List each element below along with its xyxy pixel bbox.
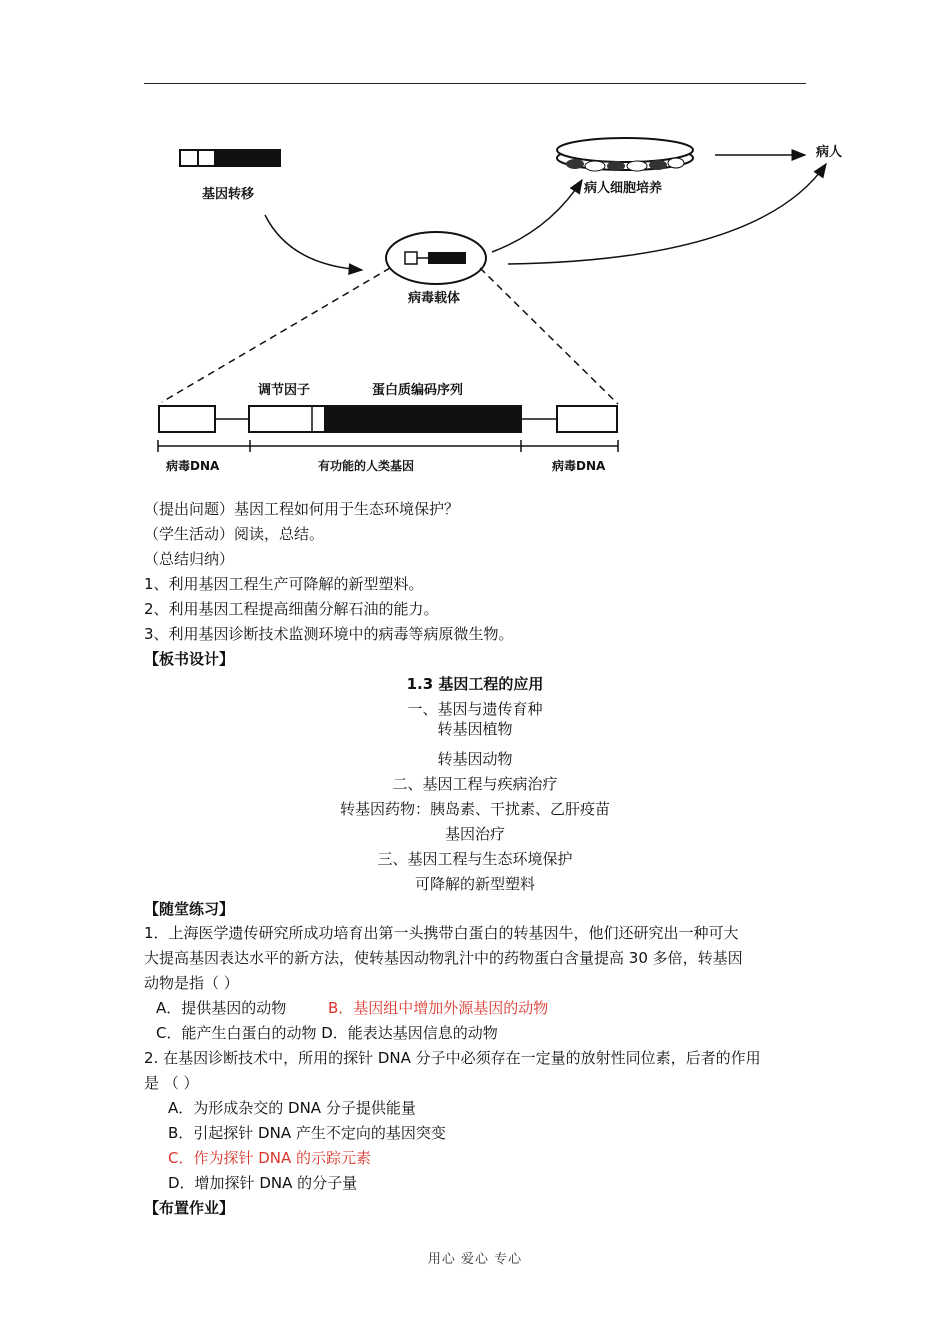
board-line-6: 基因治疗 (444, 825, 505, 843)
point-2: 2、利用基因工程提高细菌分解石油的能力。 (144, 600, 439, 618)
q2-line-1: 2. 在基因诊断技术中，所用的探针 DNA 分子中必须存在一定量的放射性同位素，后者的作用 (144, 1049, 761, 1067)
label-protein-coding-seq: 蛋白质编码序列 (372, 383, 464, 398)
board-line-4: 二、基因工程与疾病治疗 (392, 775, 558, 793)
header-rule (144, 83, 806, 84)
label-patient-cell-culture: 病人细胞培养 (584, 181, 663, 196)
gene-bar-icon (180, 150, 280, 166)
q1-option-b: B．基因组中增加外源基因的动物 (328, 999, 549, 1017)
arrow-vector-to-patient (508, 164, 826, 264)
q1-option-a: A．提供基因的动物 (156, 999, 287, 1017)
q1-line-2: 大提高基因表达水平的新方法，使转基因动物乳汁中的药物蛋白含量提高 30 多倍，转基因 (144, 949, 743, 967)
board-line-2: 转基因植物 (437, 720, 513, 738)
student-activity: （学生活动）阅读，总结。 (144, 525, 325, 543)
homework-heading: 【布置作业】 (144, 1199, 235, 1217)
board-line-8: 可降解的新型塑料 (414, 875, 535, 893)
board-line-7: 三、基因工程与生态环境保护 (377, 850, 573, 868)
point-3: 3、利用基因诊断技术监测环境中的病毒等病原微生物。 (144, 625, 514, 643)
board-title: 1.3 基因工程的应用 (406, 675, 544, 693)
q2-option-d: D．增加探针 DNA 的分子量 (168, 1174, 358, 1192)
q2-option-b: B．引起探针 DNA 产生不定向的基因突变 (168, 1124, 446, 1142)
label-human-gene: 有功能的人类基因 (318, 459, 415, 473)
board-heading: 【板书设计】 (144, 650, 235, 668)
q2-option-c: C．作为探针 DNA 的示踪元素 (168, 1149, 372, 1167)
label-virus-dna-left: 病毒DNA (166, 459, 220, 473)
label-virus-dna-right: 病毒DNA (552, 459, 606, 473)
label-gene-transfer: 基因转移 (202, 187, 255, 202)
petri-dish-icon (557, 138, 693, 171)
label-patient: 病人 (816, 145, 843, 160)
label-regulator: 调节因子 (258, 383, 311, 398)
arrow-vector-to-dish (492, 180, 582, 252)
page-footer: 用心 爱心 专心 (427, 1252, 523, 1267)
board-line-3: 转基因动物 (437, 750, 513, 768)
question-ask: （提出问题）基因工程如何用于生态环境保护？ (144, 500, 460, 518)
viral-vector-icon (386, 232, 486, 284)
q2-option-a: A．为形成杂交的 DNA 分子提供能量 (168, 1099, 416, 1117)
q1-line-3: 动物是指（ ） (144, 974, 239, 992)
arrow-transfer-to-vector (265, 215, 362, 270)
gene-therapy-diagram (140, 120, 860, 490)
label-viral-vector: 病毒载体 (408, 291, 461, 306)
gene-construct (159, 406, 617, 432)
board-line-1: 一、基因与遗传育种 (407, 700, 543, 718)
board-line-5: 转基因药物：胰岛素、干扰素、乙肝疫苗 (339, 800, 610, 818)
q2-line-2: 是 （ ） (144, 1074, 199, 1092)
q1-option-c-d: C．能产生白蛋白的动物 D．能表达基因信息的动物 (156, 1024, 498, 1042)
q1-line-1: 1．上海医学遗传研究所成功培育出第一头携带白蛋白的转基因牛，他们还研究出一种可大 (144, 924, 739, 942)
practice-heading: 【随堂练习】 (144, 900, 235, 918)
summary-label: （总结归纳） (144, 550, 235, 568)
point-1: 1、利用基因工程生产可降解的新型塑料。 (144, 575, 424, 593)
